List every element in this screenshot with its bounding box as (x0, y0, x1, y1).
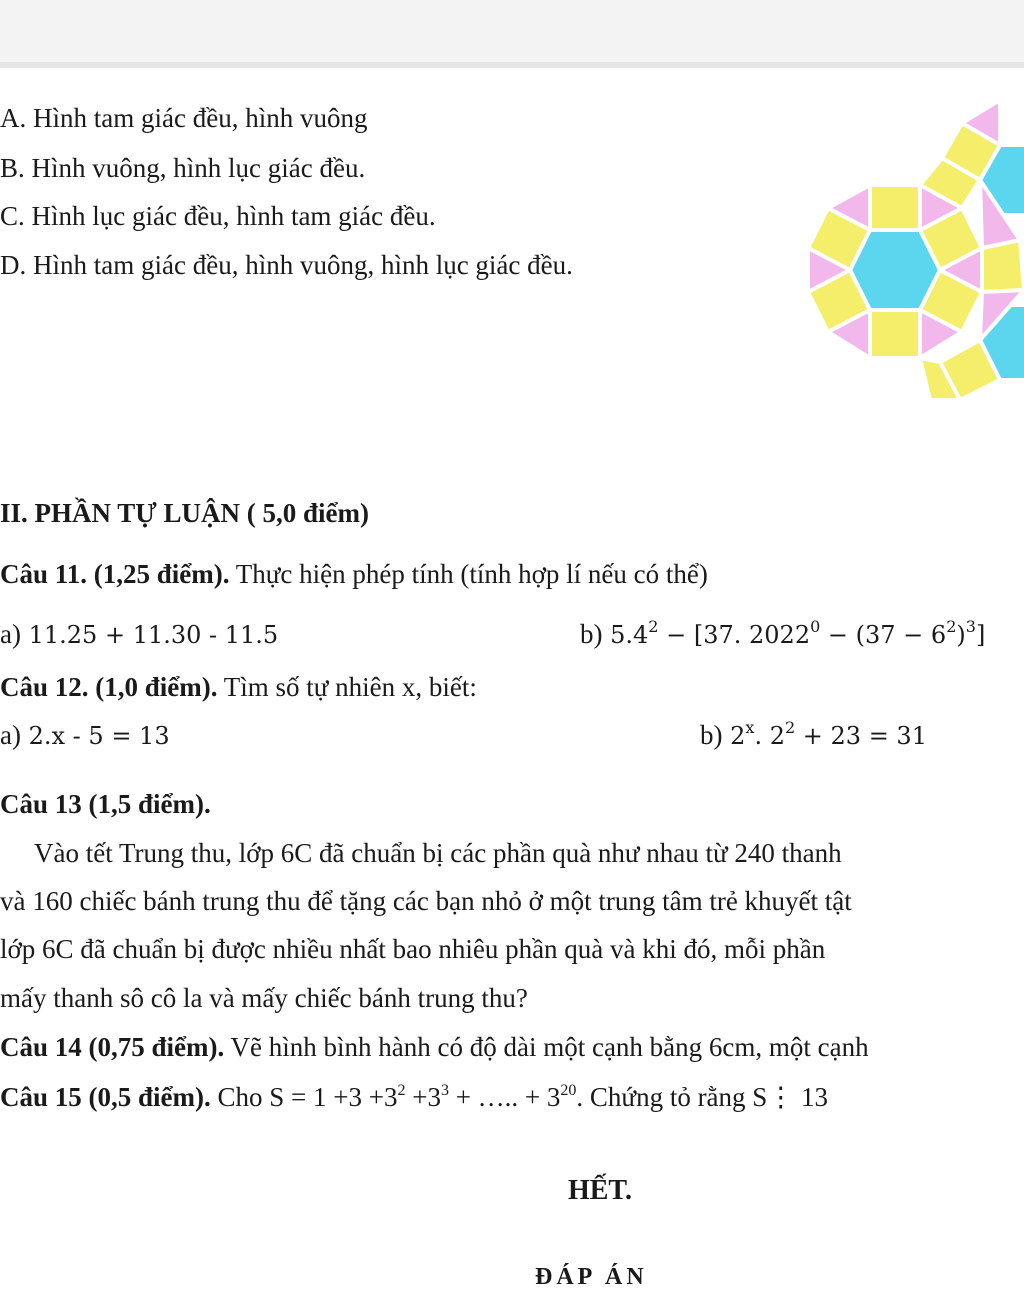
question-11-label: Câu 11. (1,25 điểm). (0, 559, 230, 589)
q15-part-1: Cho S = 1 +3 +3 (210, 1082, 398, 1112)
q11-b-part-3: − (37 − 6 (820, 621, 947, 649)
question-12-a-expr: 2.x - 5 = 13 (20, 722, 170, 750)
square-bottom (870, 310, 920, 358)
q15-part-3: + ….. + 3 (448, 1082, 561, 1112)
question-11-a-expr: 11.25 + 11.30 - 11.5 (20, 621, 279, 649)
question-13-line-4: mấy thanh sô cô la và mấy chiếc bánh trung thu? (0, 983, 528, 1013)
q15-exp-2: 3 (440, 1082, 449, 1099)
q11-b-exp-2: 0 (810, 617, 821, 636)
square-top (870, 185, 920, 230)
question-12-b-label: b) (700, 720, 723, 750)
question-15-label: Câu 15 (0,5 điểm). (0, 1082, 211, 1112)
q15-part-4: . Chứng tỏ rằng S⋮ 13 (576, 1082, 829, 1112)
q11-b-exp-4: 3 (965, 617, 976, 636)
question-12-a-label: a) (0, 720, 21, 750)
q11-b-part-4: ) (956, 621, 966, 649)
option-c: C. Hình lục giác đều, hình tam giác đều. (0, 201, 436, 231)
question-12-b (700, 718, 927, 753)
question-14-text: Vẽ hình bình hành có độ dài một cạnh bằng 6cm, một cạnh (224, 1032, 869, 1062)
option-a: A. Hình tam giác đều, hình vuông (0, 103, 368, 133)
question-12-label: Câu 12. (1,0 điểm). (0, 672, 218, 702)
q12-b-part-1: 2 (722, 722, 746, 750)
q11-b-part-2: − [37. 2022 (658, 621, 811, 649)
q15-exp-1: 2 (397, 1082, 406, 1099)
question-14-label: Câu 14 (0,75 điểm). (0, 1032, 225, 1062)
question-13-line-1: Vào tết Trung thu, lớp 6C đã chuẩn bị các phần quà như nhau từ 240 thanh (34, 838, 842, 868)
end-marker: HẾT. (567, 1175, 633, 1206)
question-11-b (580, 617, 985, 652)
q12-b-exp-1: x (745, 718, 755, 737)
q12-b-exp-2: 2 (784, 718, 796, 737)
question-11-a (0, 617, 278, 652)
q11-b-part-5: ] (975, 621, 986, 649)
top-divider (0, 62, 1024, 68)
q11-b-part-1: 5.4 (602, 621, 649, 649)
question-12 (0, 670, 477, 704)
question-13-label: Câu 13 (1,5 điểm). (0, 789, 211, 819)
top-bar (0, 0, 1024, 62)
question-13-line-2: và 160 chiếc bánh trung thu để tặng các bạn nhỏ ở một trung tâm trẻ khuyết tật (0, 886, 852, 916)
tessellation-image (790, 90, 1024, 400)
question-11-b-label: b) (580, 619, 603, 649)
question-13-line-3: lớp 6C đã chuẩn bị được nhiều nhất bao nhiêu phần quà và khi đó, mỗi phần (0, 934, 826, 964)
question-11-text: Thực hiện phép tính (tính hợp lí nếu có thể) (229, 559, 708, 589)
q12-b-part-2: . 2 (754, 722, 785, 750)
question-12-text: Tìm số tự nhiên x, biết: (217, 672, 477, 702)
tessellation-figure (790, 90, 1024, 400)
question-12-a (0, 718, 170, 753)
option-d: D. Hình tam giác đều, hình vuông, hình lục giác đều. (0, 250, 573, 280)
question-15 (0, 1080, 828, 1114)
question-11 (0, 557, 708, 591)
option-b: B. Hình vuông, hình lục giác đều. (0, 153, 366, 183)
answer-key-heading: ĐÁP ÁN (535, 1264, 648, 1290)
question-14 (0, 1030, 869, 1064)
q11-b-exp-1: 2 (648, 617, 659, 636)
q15-part-2: +3 (405, 1082, 441, 1112)
q11-b-exp-3: 2 (946, 617, 957, 636)
q15-exp-3: 20 (560, 1082, 577, 1099)
q12-b-part-3: + 23 = 31 (795, 722, 927, 750)
section-title: II. PHẦN TỰ LUẬN ( 5,0 điểm) (0, 498, 369, 528)
question-11-a-label: a) (0, 619, 21, 649)
